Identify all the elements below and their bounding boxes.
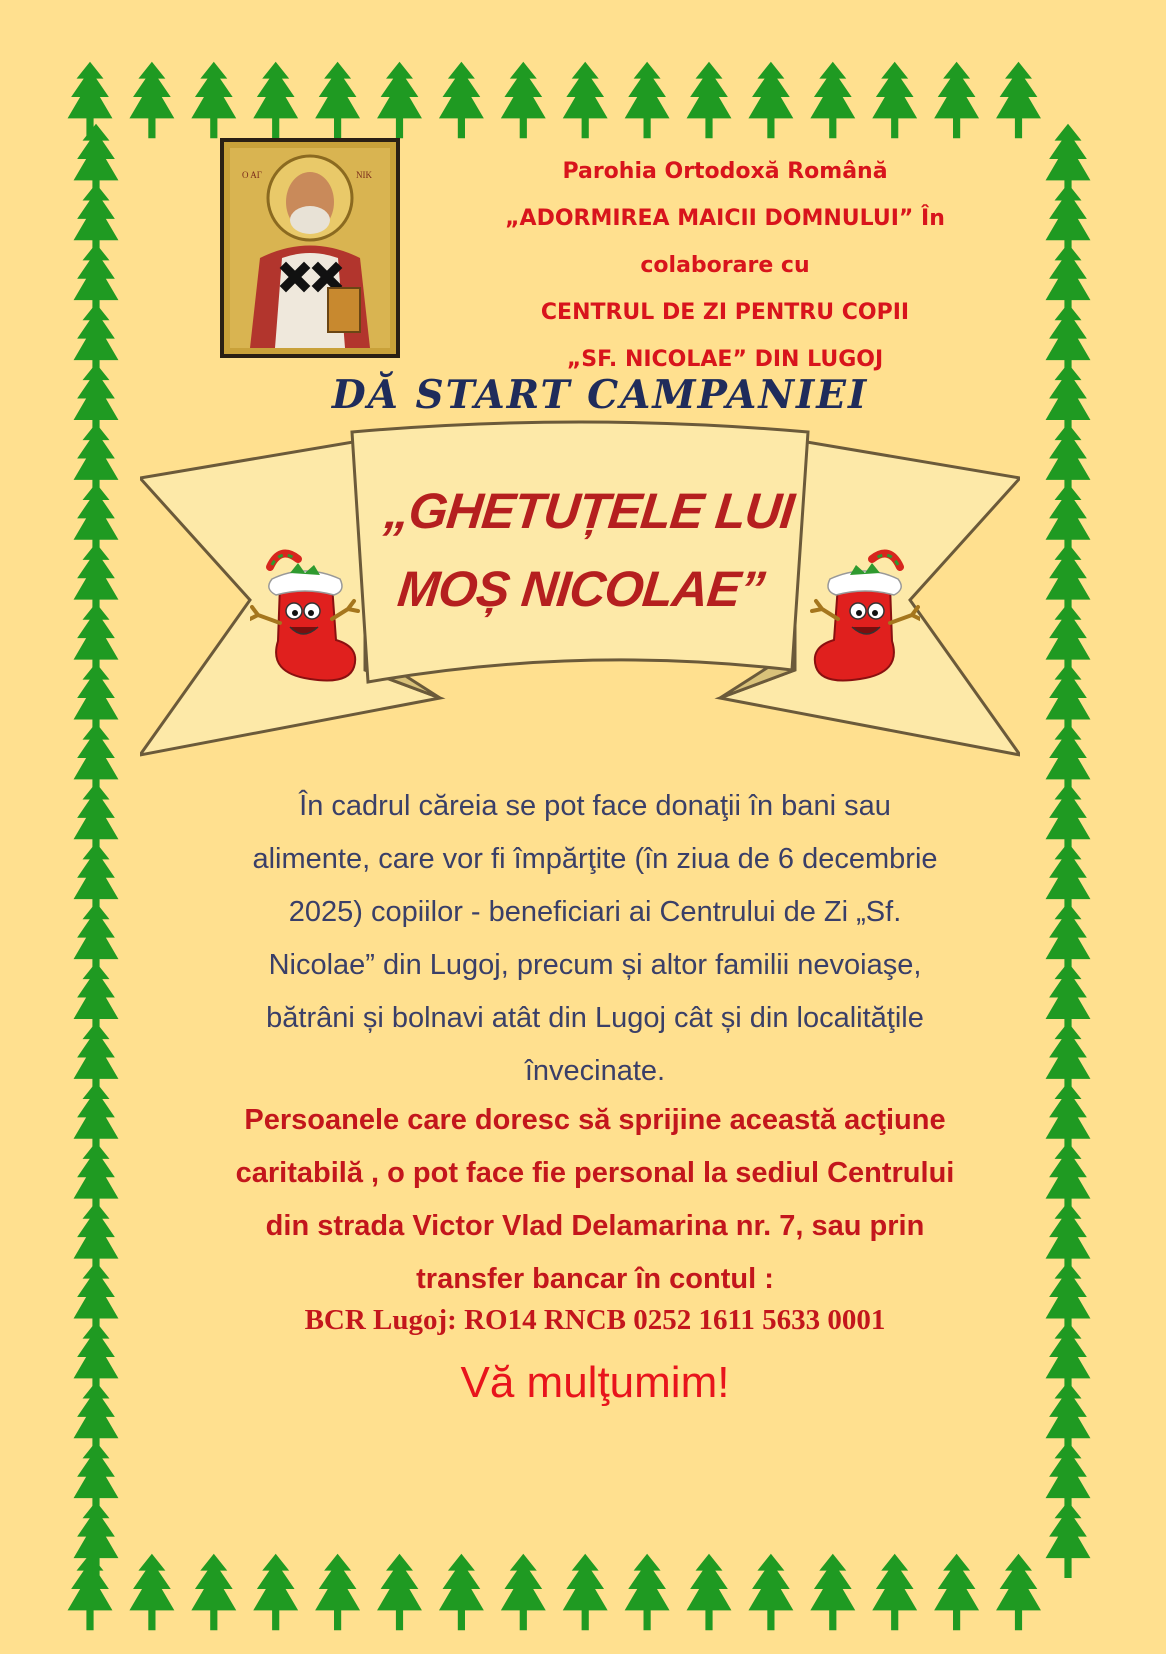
saint-nicholas-icon (220, 138, 400, 358)
fir-tree-icon (996, 62, 1041, 139)
appeal-line: Persoanele care doresc să sprijine această acţiune (244, 1104, 946, 1136)
fir-tree-icon (439, 1554, 484, 1631)
fir-tree-icon (563, 62, 608, 139)
description-line: Nicolae” din Lugoj, precum și altor familii nevoiaşe, (268, 949, 922, 981)
header-line: „ADORMIREA MAICII DOMNULUI” În (505, 206, 945, 231)
fir-tree-icon (129, 1554, 174, 1631)
header-line: CENTRUL DE ZI PENTRU COPII (540, 300, 910, 325)
fir-tree-icon (439, 62, 484, 139)
campaign-start-title: DĂ START CAMPANIEI (331, 372, 869, 418)
fir-tree-icon (687, 1554, 732, 1631)
fir-tree-icon (68, 62, 113, 139)
bank-account: BCR Lugoj: RO14 RNCB 0252 1611 5633 0001 (304, 1304, 886, 1336)
fir-tree-icon (625, 62, 670, 139)
fir-tree-icon (748, 1554, 793, 1631)
campaign-line: MOȘ NICOLAE” (395, 561, 767, 617)
fir-tree-icon (377, 1554, 422, 1631)
description-line: alimente, care vor fi împărţite (în ziua de 6 decembrie (252, 843, 938, 875)
description-line: 2025) copiilor - beneficiari ai Centrului de Zi „Sf. (288, 896, 902, 928)
campaign-name (352, 472, 818, 628)
fir-tree-icon (934, 1554, 979, 1631)
fir-tree-icon (315, 1554, 360, 1631)
fir-tree-icon (563, 1554, 608, 1631)
organizer-header (430, 148, 1020, 383)
appeal-line: transfer bancar în contul : (416, 1263, 774, 1295)
header-line: „SF. NICOLAE” DIN LUGOJ (566, 347, 884, 372)
thank-you-message: Vă mulţumim! (460, 1358, 730, 1407)
fir-tree-icon (934, 62, 979, 139)
fir-tree-icon (68, 1554, 113, 1631)
header-line: Parohia Ortodoxă Română (562, 159, 888, 184)
fir-tree-icon (377, 62, 422, 139)
appeal-line: din strada Victor Vlad Delamarina nr. 7, sau prin (265, 1210, 925, 1242)
description-line: bătrâni și bolnavi atât din Lugoj cât și din localităţile (266, 1002, 924, 1034)
fir-tree-icon (996, 1554, 1041, 1631)
fir-tree-icon (253, 62, 298, 139)
fir-tree-icon (625, 1554, 670, 1631)
christmas-stocking-icon (250, 545, 360, 685)
header-line: colaborare cu (640, 253, 810, 278)
fir-tree-icon (872, 1554, 917, 1631)
fir-tree-icon (501, 1554, 546, 1631)
fir-tree-icon (687, 62, 732, 139)
christmas-stocking-icon (810, 545, 920, 685)
fir-tree-icon (315, 62, 360, 139)
svg-text:Ο ΑΓ: Ο ΑΓ (242, 170, 262, 180)
fir-tree-icon (191, 62, 236, 139)
fir-tree-icon (253, 1554, 298, 1631)
fir-tree-icon (810, 1554, 855, 1631)
fir-tree-icon (1046, 1501, 1091, 1578)
fir-tree-icon (191, 1554, 236, 1631)
fir-tree-icon (872, 62, 917, 139)
description-line: învecinate. (524, 1055, 666, 1087)
description-line: În cadrul căreia se pot face donaţii în bani sau (299, 790, 891, 822)
campaign-description (130, 780, 1060, 1098)
donation-appeal (130, 1094, 1060, 1306)
appeal-line: caritabilă , o pot face fie personal la sediul Centrului (235, 1157, 955, 1189)
fir-tree-icon (129, 62, 174, 139)
fir-tree-icon (810, 62, 855, 139)
campaign-line: „GHETUȚELE LUI (382, 483, 797, 539)
svg-text:ΝΙΚ: ΝΙΚ (356, 170, 372, 180)
fir-tree-icon (501, 62, 546, 139)
fir-tree-icon (748, 62, 793, 139)
